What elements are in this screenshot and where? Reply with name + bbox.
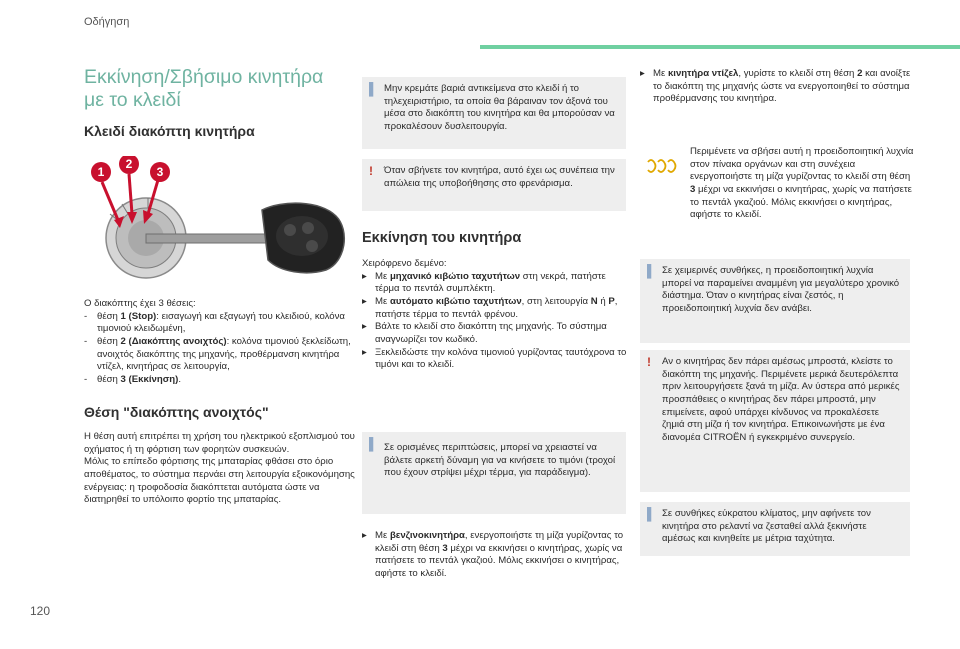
glow-plug-icon bbox=[645, 156, 679, 176]
petrol-block bbox=[362, 530, 632, 581]
badge-position-3 bbox=[150, 162, 170, 182]
positions-intro: Ο διακόπτης έχει 3 θέσεις: bbox=[84, 298, 196, 309]
square-arrow-icon: ▸ bbox=[362, 346, 367, 358]
section-heading-key: Κλειδί διακόπτη κινητήρα bbox=[84, 122, 255, 139]
square-arrow-icon: ▸ bbox=[362, 530, 367, 541]
section-label: Οδήγηση bbox=[84, 16, 130, 28]
exclamation-icon: ! bbox=[647, 355, 651, 369]
key-ignition-figure bbox=[84, 156, 356, 282]
start-engine-block bbox=[362, 229, 632, 372]
svg-text:2: 2 bbox=[125, 157, 133, 171]
section-heading-ignition: Θέση "διακόπτης ανοιχτός" bbox=[84, 403, 269, 420]
square-arrow-icon: ▸ bbox=[362, 270, 367, 282]
warning-note-no-start: ! Αν ο κινητήρας δεν πάρει αμέσως μπροστά, κλείστε το διακόπτη της μηχανής. Περιμένετε μερικά δευτερόλεπτα πριν λειτουργήσετε ξανά τη μίζα. Αν ύστερα από μερικές προσπάθειες ο κινητήρας δεν πάρει μπροστά, μην επιμείνετε, αφού υπάρχει κίνδυνος να προκαλέσετε ζημιά στη μίζα ή τον κινητήρα. Επικοινωνήστε με ένα διανομέα CITROËN ή εγκεκριμένο συνεργείο. bbox=[640, 350, 910, 492]
svg-text:3: 3 bbox=[156, 165, 164, 179]
page-number: 120 bbox=[30, 604, 51, 618]
info-bar-icon: ▌ bbox=[369, 437, 378, 451]
column-left bbox=[84, 66, 356, 140]
exclamation-icon: ! bbox=[369, 164, 373, 178]
info-note-steering-force: ▌ Σε ορισμένες περιπτώσεις, μπορεί να χρειαστεί να βάλετε αρκετή δύναμη για να κινήσετε το τιμόνι (τροχοί που έχουν στρίψει μέχρι τέρμα, για παράδειγμα). bbox=[362, 432, 626, 514]
list-item: - θέση 2 (Διακόπτης ανοιχτός): κολόνα τιμονιού ξεκλείδωτη, ανοιχτός διακόπτης της μηχανής, προθέρμανση κινητήρα ντίζελ, κινητήρας σε λειτουργία, bbox=[84, 335, 351, 373]
glow-paragraph: Περιμένετε να σβήσει αυτή η προειδοποιητική λυχνία στον πίνακα οργάνων και στη συνέχεια ενεργοποιήστε τη μίζα γυρίζοντας το κλειδί στη θέση 3 μέχρι να εκκινήσει ο κινητήρας, χωρίς να πατήσετε το πεντάλ γκαζιού. Μόλις εκκινήσει ο κινητήρας, αφήστε το κλειδί. bbox=[690, 146, 914, 221]
ignition-paragraph: Η θέση αυτή επιτρέπει τη χρήση του ηλεκτρικού εξοπλισμού του οχήματος ή τη φόρτιση των φορητών συσκευών. bbox=[84, 431, 355, 455]
handbrake-note: Χειρόφρενο δεμένο: bbox=[362, 258, 447, 270]
section-heading-start: Εκκίνηση του κινητήρα bbox=[362, 230, 522, 246]
list-item: - θέση 1 (Stop): εισαγωγή και εξαγωγή του κλειδιού, κολόνα τιμονιού κλειδωμένη, bbox=[84, 310, 345, 335]
list-item: ▸ Ξεκλειδώστε την κολόνα τιμονιού γυρίζοντας ταυτόχρονα το τιμόνι και το κλειδί. bbox=[362, 346, 627, 371]
battery-paragraph: Μόλις το επίπεδο φόρτισης της μπαταρίας φθάσει στο όριο αποθέματος, το σύστημα περνάει στη λειτουργία εξοικονόμησης ενέργειας: η τροφοδοσία διακόπτεται αυτόματα ώστε να διατηρηθεί το υπόλοιπο φορτίο της μπαταρίας. bbox=[84, 456, 355, 506]
info-note-winter: ▌ Σε χειμερινές συνθήκες, η προειδοποιητική λυχνία μπορεί να παραμείνει αναμμένη για μεγαλύτερο χρονικό διάστημα. Όταν ο κινητήρας είναι ζεστός, η προειδοποιητική λυχνία δεν ανάβει. bbox=[640, 259, 910, 343]
info-bar-icon: ▌ bbox=[647, 507, 656, 521]
square-arrow-icon: ▸ bbox=[640, 68, 645, 79]
svg-text:1: 1 bbox=[97, 165, 105, 179]
positions-list bbox=[84, 311, 356, 387]
square-arrow-icon: ▸ bbox=[362, 296, 367, 308]
list-item: ▸ Βάλτε το κλειδί στο διακόπτη της μηχανής. Το σύστημα αναγνωρίζει τον κωδικό. bbox=[362, 321, 607, 346]
badge-position-1 bbox=[91, 162, 111, 182]
warning-note-braking: ! Όταν σβήνετε τον κινητήρα, αυτό έχει ως συνέπεια την απώλεια της υποβοήθησης στο φρενάρισμα. bbox=[362, 159, 626, 211]
positions-block bbox=[84, 298, 356, 507]
list-item: ▸ Με μηχανικό κιβώτιο ταχυτήτων στη νεκρά, πατήστε τέρμα το πεντάλ συμπλέκτη. bbox=[362, 270, 606, 295]
info-note-heavy-objects: ▌ Μην κρεμάτε βαριά αντικείμενα στο κλειδί ή το τηλεχειριστήριο, τα οποία θα βάραιναν τον άξονά του μέσα στο διακόπτη του κινητήρα και θα μπορούσαν να προκαλέσουν δυσλειτουργία. bbox=[362, 77, 626, 149]
list-item: - θέση 3 (Εκκίνηση). bbox=[84, 373, 181, 385]
info-bar-icon: ▌ bbox=[369, 82, 378, 96]
info-note-temperate: ▌ Σε συνθήκες εύκρατου κλίματος, μην αφήνετε τον κινητήρα στο ρελαντί να ζεσταθεί αλλά ξεκινήστε αμέσως και κινηθείτε με μέτρια ταχύτητα. bbox=[640, 502, 910, 556]
info-bar-icon: ▌ bbox=[647, 264, 656, 278]
start-steps-list bbox=[362, 271, 632, 372]
diesel-block bbox=[640, 68, 916, 106]
page-title: Εκκίνηση/Σβήσιμο κινητήρα με το κλειδί bbox=[84, 66, 324, 111]
square-arrow-icon: ▸ bbox=[362, 321, 367, 333]
list-item: ▸ Με βενζινοκινητήρα, ενεργοποιήστε τη μίζα γυρίζοντας το κλειδί στη θέση 3 μέχρι να εκκινήσει ο κινητήρας, χωρίς να πατήσετε το πεντάλ γκαζιού. Μόλις εκκινήσει ο κινητήρας, αφήστε το κλειδί. bbox=[362, 530, 624, 579]
list-item: ▸ Με αυτόματο κιβώτιο ταχυτήτων, στη λειτουργία N ή P, πατήστε τέρμα το πεντάλ φρένου. bbox=[362, 296, 618, 320]
list-item: ▸ Με κινητήρα ντίζελ, γυρίστε το κλειδί στη θέση 2 και ανοίξτε το διακόπτη της μηχανής ώστε να ενεργοποιηθεί το σύστημα προθέρμανσης του κινητήρα. bbox=[640, 68, 911, 105]
section-accent-bar bbox=[480, 45, 960, 49]
